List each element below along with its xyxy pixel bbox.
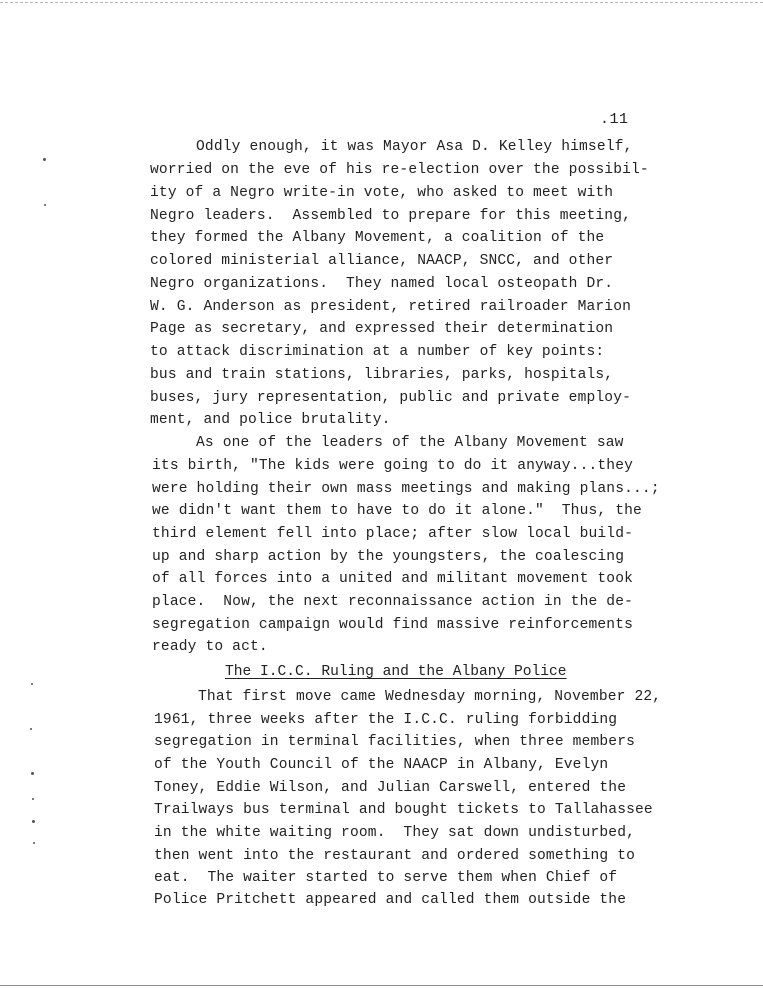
text-line: Police Pritchett appeared and called them outside the	[154, 892, 627, 908]
text-line: its birth, "The kids were going to do it anyway...they	[152, 458, 634, 474]
text-line: to attack discrimination at a number of key points:	[150, 344, 605, 360]
scan-speck	[33, 842, 35, 844]
text-line: up and sharp action by the youngsters, the coalescing	[152, 549, 625, 565]
scan-speck	[32, 820, 35, 823]
text-line: Trailways bus terminal and bought tickets to Tallahassee	[154, 802, 653, 818]
text-line: segregation campaign would find massive reinforcements	[152, 617, 634, 633]
text-line: third element fell into place; after slow local build-	[152, 526, 634, 542]
text-line: That first move came Wednesday morning, November 22,	[198, 689, 662, 705]
scan-speck	[43, 158, 46, 161]
text-line: place. Now, the next reconnaissance action in the de-	[152, 594, 634, 610]
text-line: in the white waiting room. They sat down undisturbed,	[154, 825, 636, 841]
section-heading: The I.C.C. Ruling and the Albany Police	[225, 664, 567, 680]
text-line: colored ministerial alliance, NAACP, SNCC, and other	[150, 253, 614, 269]
text-line: ment, and police brutality.	[150, 412, 391, 428]
text-line: of all forces into a united and militant movement took	[152, 571, 634, 587]
text-line: W. G. Anderson as president, retired railroader Marion	[150, 299, 632, 315]
text-line: segregation in terminal facilities, when three members	[154, 734, 636, 750]
text-line: 1961, three weeks after the I.C.C. ruling forbidding	[154, 712, 618, 728]
scan-bottom-edge	[0, 985, 763, 986]
text-line: Page as secretary, and expressed their determination	[150, 321, 614, 337]
text-line: they formed the Albany Movement, a coalition of the	[150, 230, 605, 246]
text-line: of the Youth Council of the NAACP in Albany, Evelyn	[154, 757, 609, 773]
scan-speck	[32, 798, 34, 800]
text-line: were holding their own mass meetings and making plans...;	[152, 481, 660, 497]
text-line: Toney, Eddie Wilson, and Julian Carswell, entered the	[154, 780, 627, 796]
text-line: we didn't want them to have to do it alone." Thus, the	[152, 503, 642, 519]
text-line: buses, jury representation, public and private employ-	[150, 390, 632, 406]
text-line: Oddly enough, it was Mayor Asa D. Kelley himself,	[196, 139, 633, 155]
text-line: bus and train stations, libraries, parks, hospitals,	[150, 367, 614, 383]
text-line: Negro leaders. Assembled to prepare for this meeting,	[150, 208, 632, 224]
text-line: As one of the leaders of the Albany Movement saw	[196, 435, 624, 451]
scan-top-edge	[0, 2, 763, 3]
page-number: .11	[600, 111, 629, 128]
scan-speck	[30, 728, 32, 730]
text-line: then went into the restaurant and ordered something to	[154, 848, 636, 864]
text-line: ready to act.	[152, 639, 268, 655]
scan-speck	[44, 204, 46, 206]
scan-speck	[31, 683, 33, 685]
text-line: worried on the eve of his re-election over the possibil-	[150, 162, 649, 178]
scan-speck	[31, 772, 34, 775]
text-line: eat. The waiter started to serve them when Chief of	[154, 870, 618, 886]
text-line: ity of a Negro write-in vote, who asked to meet with	[150, 185, 614, 201]
text-line: Negro organizations. They named local osteopath Dr.	[150, 276, 614, 292]
